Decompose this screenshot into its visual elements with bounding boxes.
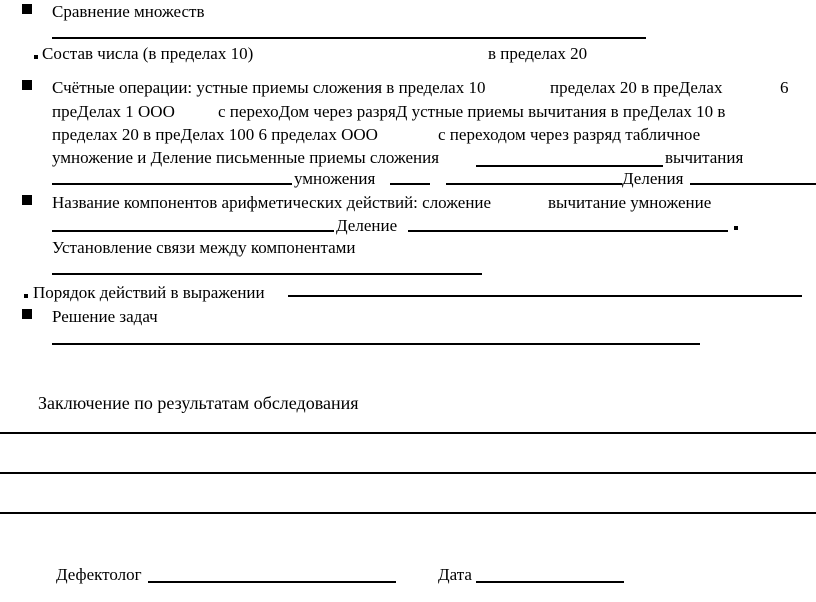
operations-line3b: с переходом через разряд табличное [438, 125, 701, 144]
section-composition-extra: в пределах 20 [488, 44, 588, 63]
bullet-dot [734, 226, 738, 230]
blank-line-division-pre [446, 183, 622, 185]
operations-line1a: Счётные операции: устные приемы сложения в пределах 10 [52, 78, 486, 97]
conclusion-line-3 [0, 512, 816, 514]
section-tasks-label: Решение задач [52, 307, 158, 326]
conclusion-line-1 [0, 432, 816, 434]
bullet-marker [22, 195, 32, 205]
blank-line-subtraction [52, 183, 292, 185]
operations-line3a: пределах 20 в преДелах 100 6 пределах ООО [52, 125, 378, 144]
conclusion-line-2 [0, 472, 816, 474]
operations-line5b: Деления [622, 169, 684, 188]
blank-line-addition [476, 165, 663, 167]
components-line1: Название компонентов арифметических действий: сложение [52, 193, 492, 212]
bullet-marker [22, 80, 32, 90]
section-sets-label: Сравнение множеств [52, 2, 205, 21]
section-order-label: Порядок действий в выражении [33, 283, 265, 302]
blank-line-relations [52, 273, 482, 275]
blank-line-multiplication [390, 183, 430, 185]
date-line [476, 581, 624, 583]
section-composition-label: Состав числа (в пределах 10) [42, 44, 254, 63]
blank-line-order [288, 295, 802, 297]
defectologist-signature-line [148, 581, 396, 583]
components-line2: Деление [336, 216, 398, 235]
bullet-dot [34, 55, 38, 59]
components-line3: Установление связи между компонентами [52, 238, 356, 257]
blank-line-components-a [52, 230, 334, 232]
blank-line-sets [52, 37, 646, 39]
blank-line-components-b [408, 230, 728, 232]
operations-line4a: умножение и Деление письменные приемы сложения [52, 148, 440, 167]
operations-line1c: 6 [780, 78, 789, 97]
bullet-marker [22, 309, 32, 319]
conclusion-label: Заключение по результатам обследования [38, 393, 359, 413]
defectologist-label: Дефектолог [56, 565, 142, 584]
components-line1b: вычитание умножение [548, 193, 712, 212]
operations-line2b: с перехоДом через разряД устные приемы вычитания в преДелах 10 в [218, 102, 726, 121]
operations-line4b: вычитания [665, 148, 744, 167]
bullet-marker [22, 4, 32, 14]
operations-line5a: умножения [294, 169, 376, 188]
blank-line-division [690, 183, 816, 185]
date-label: Дата [438, 565, 472, 584]
blank-line-tasks [52, 343, 700, 345]
bullet-dot [24, 294, 28, 298]
operations-line1b: пределах 20 в преДелах [550, 78, 723, 97]
operations-line2a: преДелах 1 ООО [52, 102, 175, 121]
